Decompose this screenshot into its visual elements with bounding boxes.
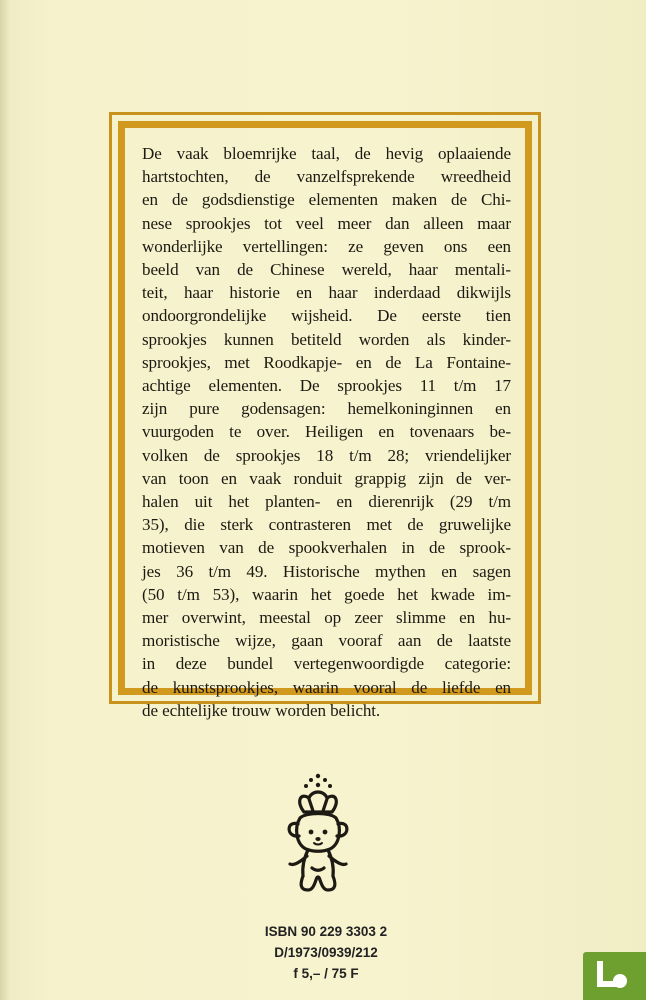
- lastdodo-tag-icon: [583, 952, 646, 1000]
- blurb-text: [142, 142, 511, 722]
- blurb-line: halen uit het planten- en dierenrijk (29 t/m: [142, 492, 511, 512]
- blurb-line: en de godsdienstige elementen maken de Chi-: [142, 190, 511, 210]
- blurb-line: in deze bundel vertegenwoordigde categorie:: [142, 654, 511, 674]
- blurb-line: de kunstsprookjes, waarin vooral de liefde en: [142, 677, 511, 697]
- blurb-line: hartstochten, de vanzelfsprekende wreedheid: [142, 167, 511, 187]
- blurb-line: achtige elementen. De sprookjes 11 t/m 17: [142, 376, 511, 396]
- blurb-line: zijn pure godensagen: hemelkoninginnen en: [142, 399, 511, 419]
- blurb-line: de echtelijke trouw worden belicht.: [142, 700, 381, 720]
- blurb-line: ondoorgrondelijke wijsheid. De eerste tien: [142, 306, 511, 326]
- crowned-bear-mascot-icon: [278, 772, 358, 912]
- price-text: f 5,– / 75 F: [293, 966, 359, 981]
- blurb-line: sprookjes, met Roodkapje- en de La Fontaine-: [142, 352, 511, 372]
- blurb-line: volken de sprookjes 18 t/m 28; vriendelijker: [142, 445, 511, 465]
- publisher-info: [226, 921, 426, 984]
- tag-dot: [613, 974, 627, 988]
- blurb-line: teit, haar historie en haar inderdaad dikwijls: [142, 283, 511, 303]
- blurb-line: beeld van de Chinese wereld, haar mentali-: [142, 260, 511, 280]
- spine-shadow: [0, 0, 10, 1000]
- blurb-line: jes 36 t/m 49. Historische mythen en sagen: [142, 561, 511, 581]
- blurb-frame: [118, 121, 532, 720]
- blurb-line: mer overwint, meestal op zeer slimme en hu-: [142, 608, 511, 628]
- blurb-line: sprookjes kunnen betiteld worden als kinder-: [142, 329, 511, 349]
- blurb-line: De vaak bloemrijke taal, de hevig oplaaiende: [142, 144, 511, 163]
- blurb-line: motieven van de spookverhalen in de sprook-: [142, 538, 511, 558]
- blurb-line: moristische wijze, gaan vooraf aan de laatste: [142, 631, 511, 651]
- blurb-line: 35), die sterk contrasteren met de gruwelijke: [142, 515, 511, 535]
- blurb-line: van toon en vaak ronduit grappig zijn de ver-: [142, 468, 511, 488]
- isbn-text: ISBN 90 229 3303 2: [264, 924, 388, 939]
- blurb-line: (50 t/m 53), waarin het goede het kwade im-: [142, 584, 511, 604]
- deposit-number: D/1973/0939/212: [274, 945, 378, 960]
- blurb-line: wonderlijke vertellingen: ze geven ons een: [142, 236, 511, 256]
- blurb-line: nese sprookjes tot veel meer dan alleen maar: [142, 213, 511, 233]
- blurb-line: vuurgoden te over. Heiligen en tovenaars be-: [142, 422, 511, 442]
